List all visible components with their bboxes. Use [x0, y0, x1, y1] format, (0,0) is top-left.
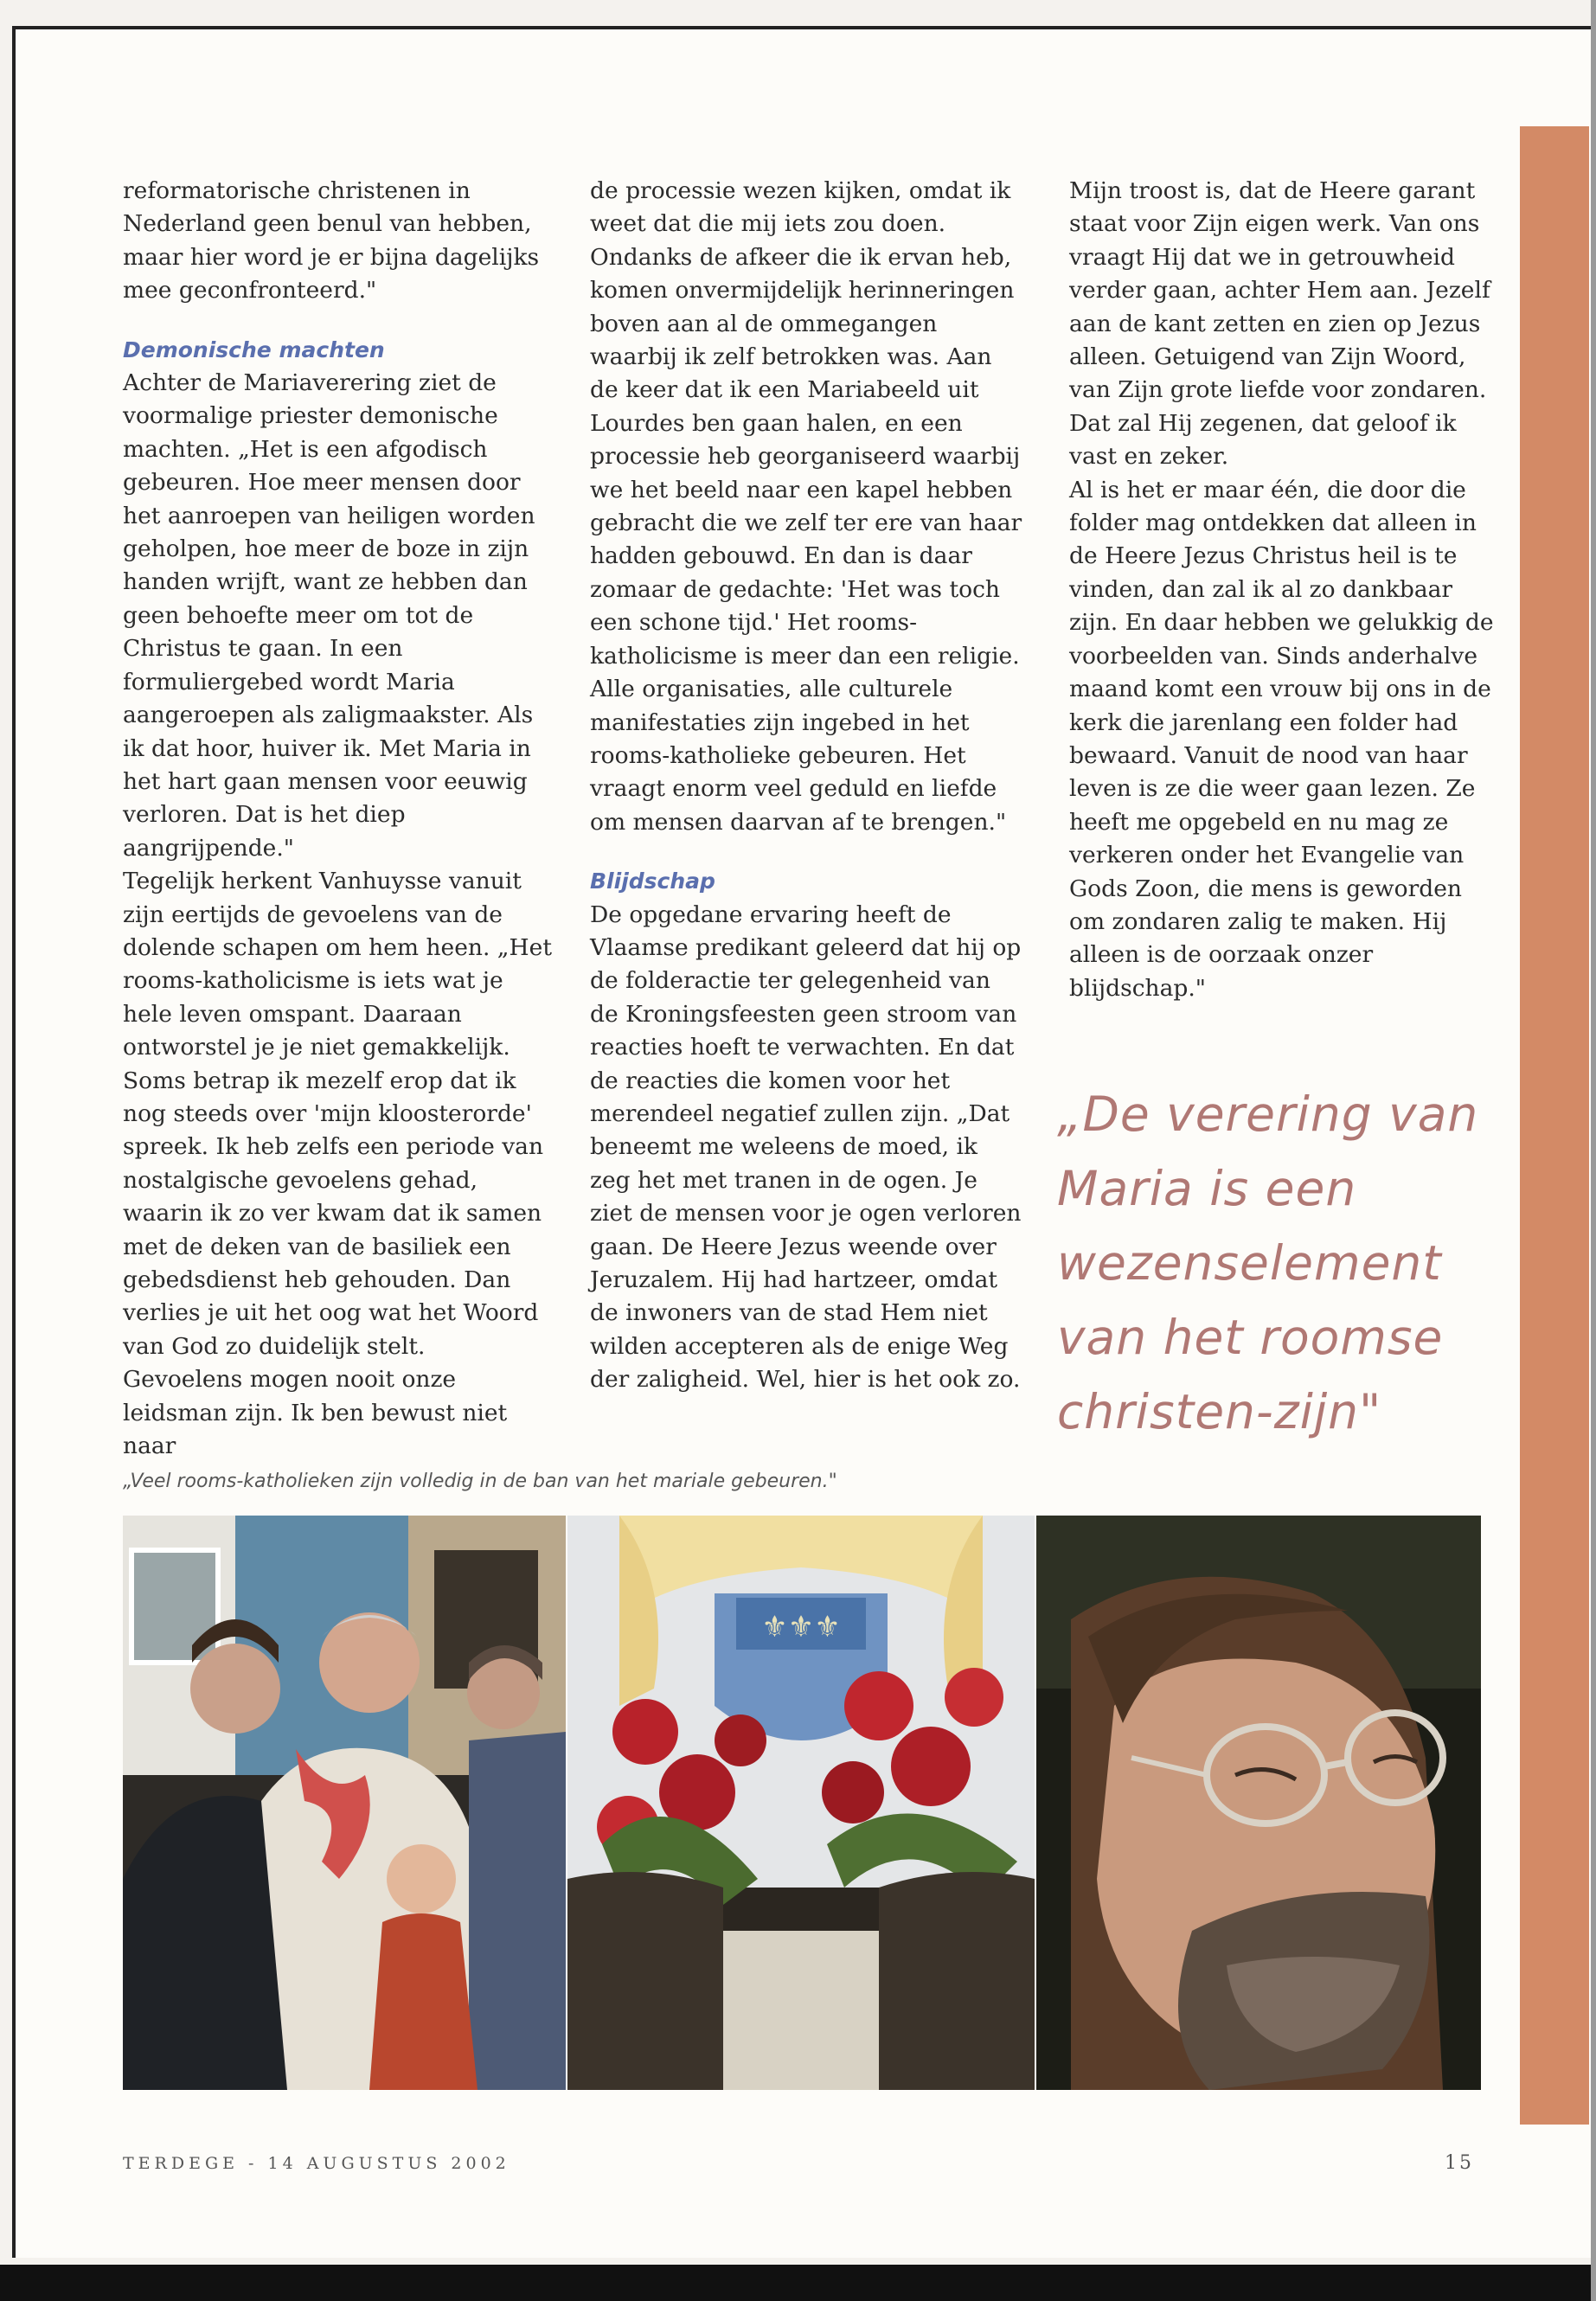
subheading-blijdschap: Blijdschap [590, 868, 715, 894]
scan-border-right [1591, 0, 1596, 2301]
paragraph: de processie wezen kijken, omdat ik weet dat die mij iets zou doen. Ondanks de afkeer die ik ervan heb, komen onvermijdelijk herinneringen boven aan al de ommegangen waarbij ik zelf betrokken was. Aan de keer dat ik een Mariabeeld uit Lourdes ben gaan halen, en een processie heb georganiseerd waarbij we het beeld naar een kapel hebben gebracht die we zelf ter ere van haar hadden gebouwd. En dan is daar zomaar de gedachte: 'Het was toch een schone tijd.' Het rooms-katholicisme is meer dan een religie. Alle organisaties, alle culturele manifestaties zijn ingebed in het rooms-katholieke gebeuren. Het vraagt enorm veel geduld en liefde om mensen daarvan af te brengen." [590, 177, 1022, 836]
paragraph: Tegelijk herkent Vanhuysse vanuit zijn eertijds de gevoelens van de dolende schapen om hem heen. „Het rooms-katholicisme is iets wat je hele leven omspant. Daaraan ontworstel je je niet gemakkelijk. Soms betrap ik mezelf erop dat ik nog steeds over 'mijn kloosterorde' spreek. Ik heb zelfs een periode van nostalgische gevoelens gehad, waarin ik zo ver kwam dat ik samen met de deken van de basiliek een gebedsdienst heb gehouden. Dan verlies je uit het oog wat het Woord van God zo duidelijk stelt. [123, 868, 552, 1360]
page-number: 15 [1445, 2152, 1474, 2174]
subheading-demonische-machten: Demonische machten [123, 336, 385, 362]
paragraph: Al is het er maar één, die door die folder mag ontdekken dat alleen in de Heere Jezus Christus heil is te vinden, dan zal ik al zo dankbaar zijn. En daar hebben we gelukkig de voorbeelden van. Sinds anderhalve maand komt een vrouw bij ons in de kerk die jarenlang een folder had bewaard. Vanuit de nood van haar leven is ze die weer gaan lezen. Ze heeft me opgebeld en nu mag ze verkeren onder het Evangelie van Gods Zoon, die mens is geworden om zondaren zalig te maken. Hij alleen is de oorzaak onzer blijdschap." [1069, 476, 1494, 1002]
photo-portrait [1036, 1516, 1481, 2090]
publication-footer: TERDEGE - 14 AUGUSTUS 2002 [123, 2154, 510, 2173]
pull-quote: „De verering van Maria is een wezenselement van het roomse christen-zijn" [1057, 1086, 1479, 1439]
photo-caption: „Veel rooms-katholieken zijn volledig in de ban van het mariale gebeuren." [123, 1471, 837, 1492]
article-column-2 [590, 175, 1022, 1397]
paragraph: De opgedane ervaring heeft de Vlaamse predikant geleerd dat hij op de folderactie ter gelegenheid van de Kroningsfeesten geen stroom van reacties hoeft te verwachten. En dat de reacties die komen voor het merendeel negatief zullen zijn. „Dat beneemt me weleens de moed, ik zeg het met tranen in de ogen. Je ziet de mensen voor je ogen verloren gaan. De Heere Jezus weende over Jeruzalem. Hij had hartzeer, omdat de inwoners van de stad Hem niet wilden accepteren als de enige Weg der zaligheid. Wel, hier is het ook zo. [590, 901, 1022, 1394]
photo-shrine-flowers [567, 1516, 1035, 2090]
paragraph: Achter de Mariaverering ziet de voormalige priester demonische machten. „Het is een afgodisch gebeuren. Hoe meer mensen door het aanroepen van heiligen worden geholpen, hoe meer de boze in zijn handen wrijft, want ze hebben dan geen behoefte meer om tot de Christus te gaan. In een formuliergebed wordt Maria aangeroepen als zaligmaakster. Als ik dat hoor, huiver ik. Met Maria in het hart gaan mensen voor eeuwig verloren. Dat is het diep aangrijpende." [123, 369, 535, 862]
paragraph: Gevoelens mogen nooit onze leidsman zijn. Ik ben bewust niet naar [123, 1366, 508, 1460]
paragraph: reformatorische christenen in Nederland geen benul van hebben, maar hier word je er bijna dagelijks mee geconfronteerd." [123, 177, 540, 304]
photo-street-scene [123, 1516, 566, 2090]
scan-border-bottom [0, 2265, 1596, 2301]
article-column-3 [1069, 175, 1502, 1005]
paragraph: Mijn troost is, dat de Heere garant staat voor Zijn eigen werk. Van ons vraagt Hij dat we in getrouwheid verder gaan, achter Hem aan. Jezelf aan de kant zetten en zien op Jezus alleen. Getuigend van Zijn Woord, van Zijn grote liefde voor zondaren. Dat zal Hij zegenen, dat geloof ik vast en zeker. [1069, 177, 1490, 471]
article-column-1 [123, 175, 555, 1463]
accent-bar [1520, 126, 1589, 2125]
svg-text:⚜⚜⚜: ⚜⚜⚜ [761, 1610, 841, 1644]
